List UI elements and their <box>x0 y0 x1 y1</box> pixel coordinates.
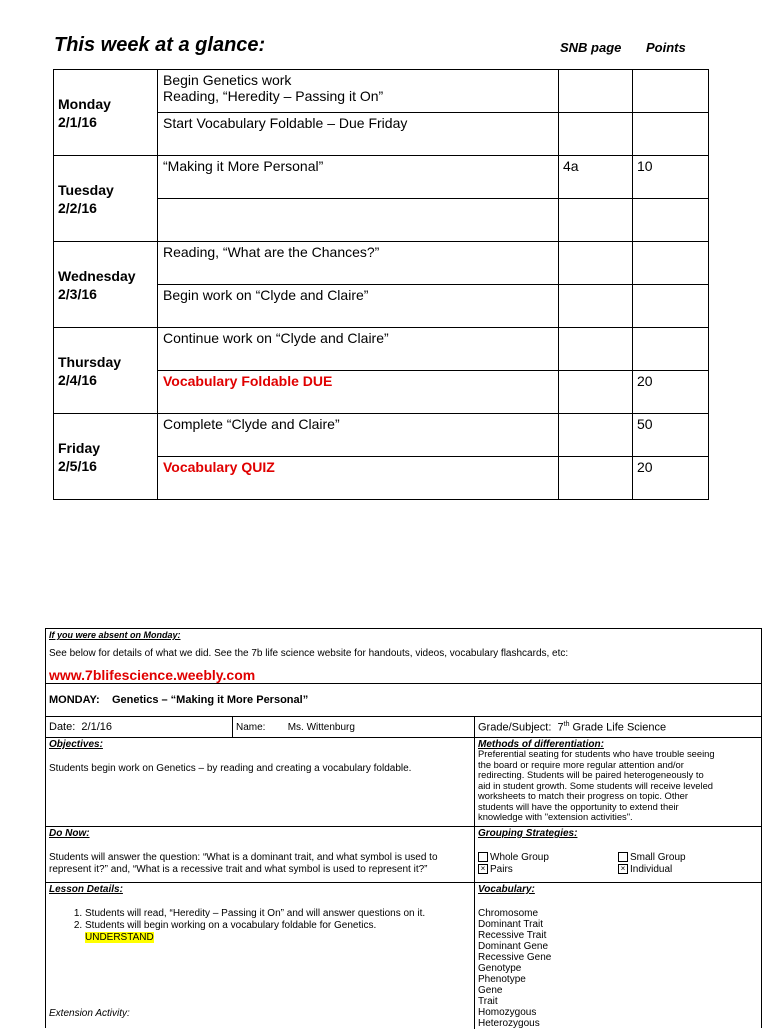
grouping-heading: Grouping Strategies: <box>478 828 578 839</box>
checkbox-icon[interactable] <box>618 852 628 862</box>
vocab-term: Chromosome <box>478 908 539 919</box>
points-cell <box>633 70 709 113</box>
vocab-term: Phenotype <box>478 974 526 985</box>
name-label: Name: <box>236 722 266 733</box>
lesson-item: 2. Students will begin working on a vocabulary foldable for Genetics. <box>85 920 469 932</box>
vocab-term: Heterozygous <box>478 1018 540 1029</box>
points-cell: 50 <box>633 414 709 457</box>
info-row <box>46 717 761 738</box>
website-link[interactable]: www.7blifescience.weebly.com <box>49 667 256 683</box>
day-cell <box>54 156 158 242</box>
points-cell: 20 <box>633 457 709 500</box>
differentiation-text <box>478 749 715 823</box>
grouping-label: Whole Group <box>490 852 549 863</box>
snb-cell <box>559 328 633 371</box>
differentiation-line: students will have the opportunity to extend their <box>478 800 679 812</box>
day-date: 2/2/16 <box>58 199 97 216</box>
snb-cell <box>559 285 633 328</box>
snb-cell: 4a <box>559 156 633 199</box>
vocab-term: Genotype <box>478 963 522 974</box>
vocab-term: Recessive Trait <box>478 930 547 941</box>
snb-cell <box>559 242 633 285</box>
activity-cell: Begin Genetics work Reading, “Heredity – Passing it On” <box>158 70 559 113</box>
do-now-row <box>46 827 761 883</box>
absent-text: See below for details of what we did. See the 7b life science website for handouts, videos, vocabulary flashcards, etc: <box>49 648 569 659</box>
day-name: Friday <box>58 439 101 456</box>
do-now-heading: Do Now: <box>49 828 90 839</box>
differentiation-line: the board or require more regular attention and/or <box>478 758 684 770</box>
date-value: 2/1/16 <box>81 721 113 733</box>
monday-label: MONDAY: <box>49 694 100 706</box>
lesson-plan <box>45 628 762 1028</box>
activity-cell: “Making it More Personal” <box>158 156 559 199</box>
snb-cell <box>559 371 633 414</box>
objectives-row <box>46 738 761 827</box>
vocab-list <box>478 908 551 1029</box>
differentiation-line: worksheets to match their progress on topic. Other <box>478 790 688 801</box>
differentiation-line: aid in student growth. Some students will receive leveled <box>478 779 714 791</box>
do-now-line: Students will answer the question: “What is a dominant trait, and what symbol is used to <box>49 852 438 863</box>
grouping-label: Pairs <box>490 864 513 875</box>
schedule-row <box>54 242 709 285</box>
schedule-row <box>54 70 709 113</box>
snb-cell <box>559 414 633 457</box>
day-cell <box>54 70 158 156</box>
vocab-term: Dominant Trait <box>478 919 544 930</box>
grouping-label: Individual <box>630 864 673 875</box>
understand-highlight: UNDERSTAND <box>85 932 154 943</box>
activity-cell: Reading, “What are the Chances?” <box>158 242 559 285</box>
absent-heading: If you were absent on Monday: <box>49 630 181 640</box>
extension-label: Extension Activity: <box>49 1008 130 1019</box>
activity-cell: Begin work on “Clyde and Claire” <box>158 285 559 328</box>
day-cell <box>54 242 158 328</box>
checkbox-icon[interactable] <box>478 852 488 862</box>
activity-cell: Continue work on “Clyde and Claire” <box>158 328 559 371</box>
absent-section <box>46 629 761 684</box>
vocab-term: Gene <box>478 985 503 996</box>
lesson-item: 1. Students will read, “Heredity – Passing it On” and will answer questions on it. <box>85 908 469 920</box>
snb-cell <box>559 70 633 113</box>
schedule-row <box>54 156 709 199</box>
grouping-option[interactable] <box>478 864 513 875</box>
points-cell <box>633 199 709 242</box>
activity-cell: Start Vocabulary Foldable – Due Friday <box>158 113 559 156</box>
points-cell <box>633 328 709 371</box>
activity-cell: Vocabulary QUIZ <box>158 457 559 500</box>
snb-cell <box>559 113 633 156</box>
grouping-option[interactable] <box>618 852 686 863</box>
points-cell <box>633 242 709 285</box>
grade-subject: Grade/Subject: 7th Grade Life Science <box>478 721 667 734</box>
schedule-row <box>54 414 709 457</box>
points-header: Points <box>646 40 686 55</box>
day-date: 2/3/16 <box>58 285 97 302</box>
day-name: Thursday <box>58 353 122 370</box>
differentiation-line: Preferential seating for students who have trouble seeing <box>478 748 715 759</box>
day-date: 2/5/16 <box>58 457 97 474</box>
day-date: 2/1/16 <box>58 113 97 130</box>
points-cell <box>633 285 709 328</box>
points-cell: 10 <box>633 156 709 199</box>
lesson-row <box>46 883 761 1029</box>
weekly-schedule-table <box>53 69 709 500</box>
do-now-text <box>49 852 438 876</box>
day-cell <box>54 414 158 500</box>
vocab-heading: Vocabulary: <box>478 884 535 895</box>
checked-box-icon[interactable]: × <box>478 864 488 874</box>
schedule-row <box>54 328 709 371</box>
activity-cell: Complete “Clyde and Claire” <box>158 414 559 457</box>
snb-cell <box>559 199 633 242</box>
vocab-term: Recessive Gene <box>478 952 552 963</box>
objectives-heading: Objectives: <box>49 739 103 750</box>
grouping-option[interactable] <box>618 864 672 875</box>
monday-section <box>46 684 761 717</box>
differentiation-heading: Methods of differentiation: <box>478 739 604 750</box>
day-cell <box>54 328 158 414</box>
differentiation-line: redirecting. Students will be paired heterogeneously to <box>478 769 704 780</box>
date-label: Date: <box>49 721 76 733</box>
do-now-line: represent it?” and, “What is a recessive trait and what symbol is used to represent it?” <box>49 864 428 875</box>
checked-box-icon[interactable]: × <box>618 864 628 874</box>
points-cell: 20 <box>633 371 709 414</box>
day-name: Monday <box>58 95 111 112</box>
monday-topic: Genetics – “Making it More Personal” <box>111 694 309 706</box>
grouping-option[interactable] <box>478 852 549 863</box>
points-cell <box>633 113 709 156</box>
vocab-term: Dominant Gene <box>478 941 549 952</box>
day-name: Tuesday <box>58 181 114 198</box>
objectives-text: Students begin work on Genetics – by reading and creating a vocabulary foldable. <box>49 763 412 774</box>
vocab-term: Homozygous <box>478 1007 537 1018</box>
day-date: 2/4/16 <box>58 371 97 388</box>
lesson-list <box>49 908 469 932</box>
snb-cell <box>559 457 633 500</box>
lesson-heading: Lesson Details: <box>49 884 123 895</box>
day-name: Wednesday <box>58 267 136 284</box>
page-title: This week at a glance: <box>54 34 266 56</box>
vocab-term: Trait <box>478 996 498 1007</box>
grouping-label: Small Group <box>630 852 686 863</box>
activity-cell <box>158 199 559 242</box>
name-value: Ms. Wittenburg <box>287 722 355 733</box>
snb-page-header: SNB page <box>560 40 622 55</box>
differentiation-line: knowledge with "extension activities". <box>478 811 633 822</box>
activity-cell: Vocabulary Foldable DUE <box>158 371 559 414</box>
